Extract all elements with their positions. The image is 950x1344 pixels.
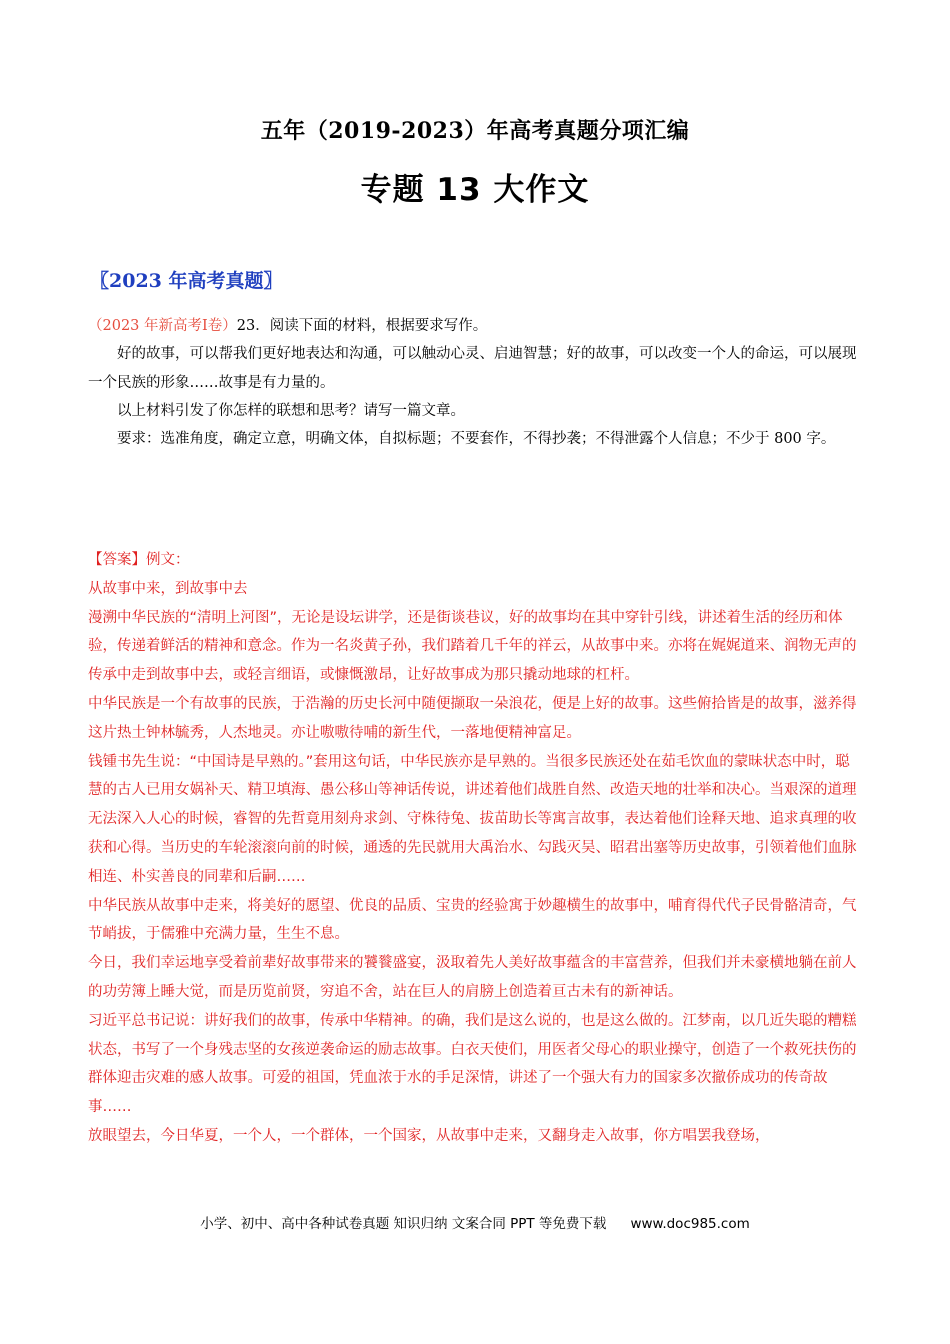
question-task: 以上材料引发了你怎样的联想和思考？请写一篇文章。 [117, 403, 465, 419]
topic-title: 专题 13 大作文 [360, 172, 590, 208]
question-requirements: 要求：选准角度，确定立意，明确文体，自拟标题；不要套作，不得抄袭；不得泄露个人信息；不少于 800 字。 [117, 431, 836, 447]
footer-text: 小学、初中、高中各种试卷真题 知识归纳 文案合同 PPT 等免费下载 [200, 1216, 607, 1232]
essay-paragraph: 钱锺书先生说：“中国诗是早熟的。”套用这句话，中华民族亦是早熟的。当很多民族还处在茹毛饮血的蒙昧状态中时，聪慧的古人已用女娲补天、精卫填海、愚公移山等神话传说，讲述着他们战胜自然、改造天地的壮举和决心。当艰深的道理无法深入人心的时候，睿智的先哲竟用刻舟求剑、守株待兔、拔苗助长等寓言故事，表达着他们诠释天地、追求真理的收获和心得。当历史的车轮滚滚向前的时候，通透的先民就用大禹治水、勾践灭吴、昭君出塞等历史故事，引领着他们血脉相连、朴实善良的同辈和后嗣…… [88, 753, 857, 885]
footer-link[interactable]: www.doc985.com [630, 1216, 750, 1232]
question-material: 好的故事，可以帮我们更好地表达和沟通，可以触动心灵、启迪智慧；好的故事，可以改变一个人的命运，可以展现一个民族的形象……故事是有力量的。 [88, 346, 857, 391]
question-heading [88, 312, 863, 340]
answer-tag: 【答案】 [88, 552, 146, 568]
answer-heading [88, 546, 863, 575]
essay-title: 从故事中来，到故事中去 [88, 580, 248, 597]
essay-paragraph: 今日，我们幸运地享受着前辈好故事带来的饕餮盛宴，汲取着先人美好故事蕴含的丰富营养，但我们并未豪横地躺在前人的功劳簿上睡大觉，而是历览前贤，穷追不舍，站在巨人的肩膀上创造着亘古未有的新神话。 [88, 955, 857, 1000]
question-prompt: 23．阅读下面的材料，根据要求写作。 [236, 318, 488, 334]
essay-paragraph: 中华民族从故事中走来，将美好的愿望、优良的品质、宝贵的经验寓于妙趣横生的故事中，哺育得代代子民骨骼清奇，气节峭拔，于儒雅中充满力量，生生不息。 [88, 897, 857, 943]
question-source: （2023 年新高考Ⅰ卷） [88, 318, 237, 334]
section-heading: 〖2023 年高考真题〗 [90, 270, 283, 292]
answer-section [88, 546, 863, 1151]
page-footer [0, 1212, 950, 1232]
essay-paragraph: 中华民族是一个有故事的民族，于浩瀚的历史长河中随便撷取一朵浪花，便是上好的故事。这些俯拾皆是的故事，滋养得这片热土钟林毓秀，人杰地灵。亦让嗷嗷待哺的新生代，一落地便精神富足。 [88, 695, 857, 741]
answer-label: 例文： [146, 552, 190, 568]
collection-title: 五年（2019-2023）年高考真题分项汇编 [260, 118, 690, 144]
essay-paragraph: 放眼望去，今日华夏，一个人，一个群体，一个国家，从故事中走来，又翻身走入故事，你方唱罢我登场， [88, 1127, 770, 1144]
essay-paragraph: 漫溯中华民族的“清明上河图”，无论是设坛讲学，还是街谈巷议，好的故事均在其中穿针引线，讲述着生活的经历和体验，传递着鲜活的精神和意念。作为一名炎黄子孙，我们踏着几千年的祥云，从故事中来。亦将在娓娓道来、润物无声的传承中走到故事中去，或轻言细语，或慷慨激昂，让好故事成为那只撬动地球的杠杆。 [88, 609, 857, 684]
essay-paragraph: 习近平总书记说：讲好我们的故事，传承中华精神。的确，我们是这么说的，也是这么做的。江梦南，以几近失聪的糟糕状态，书写了一个身残志坚的女孩逆袭命运的励志故事。白衣天使们，用医者父母心的职业操守，创造了一个救死扶伤的群体迎击灾难的感人故事。可爱的祖国，凭血浓于水的手足深情，讲述了一个强大有力的国家多次撤侨成功的传奇故事…… [88, 1012, 857, 1116]
